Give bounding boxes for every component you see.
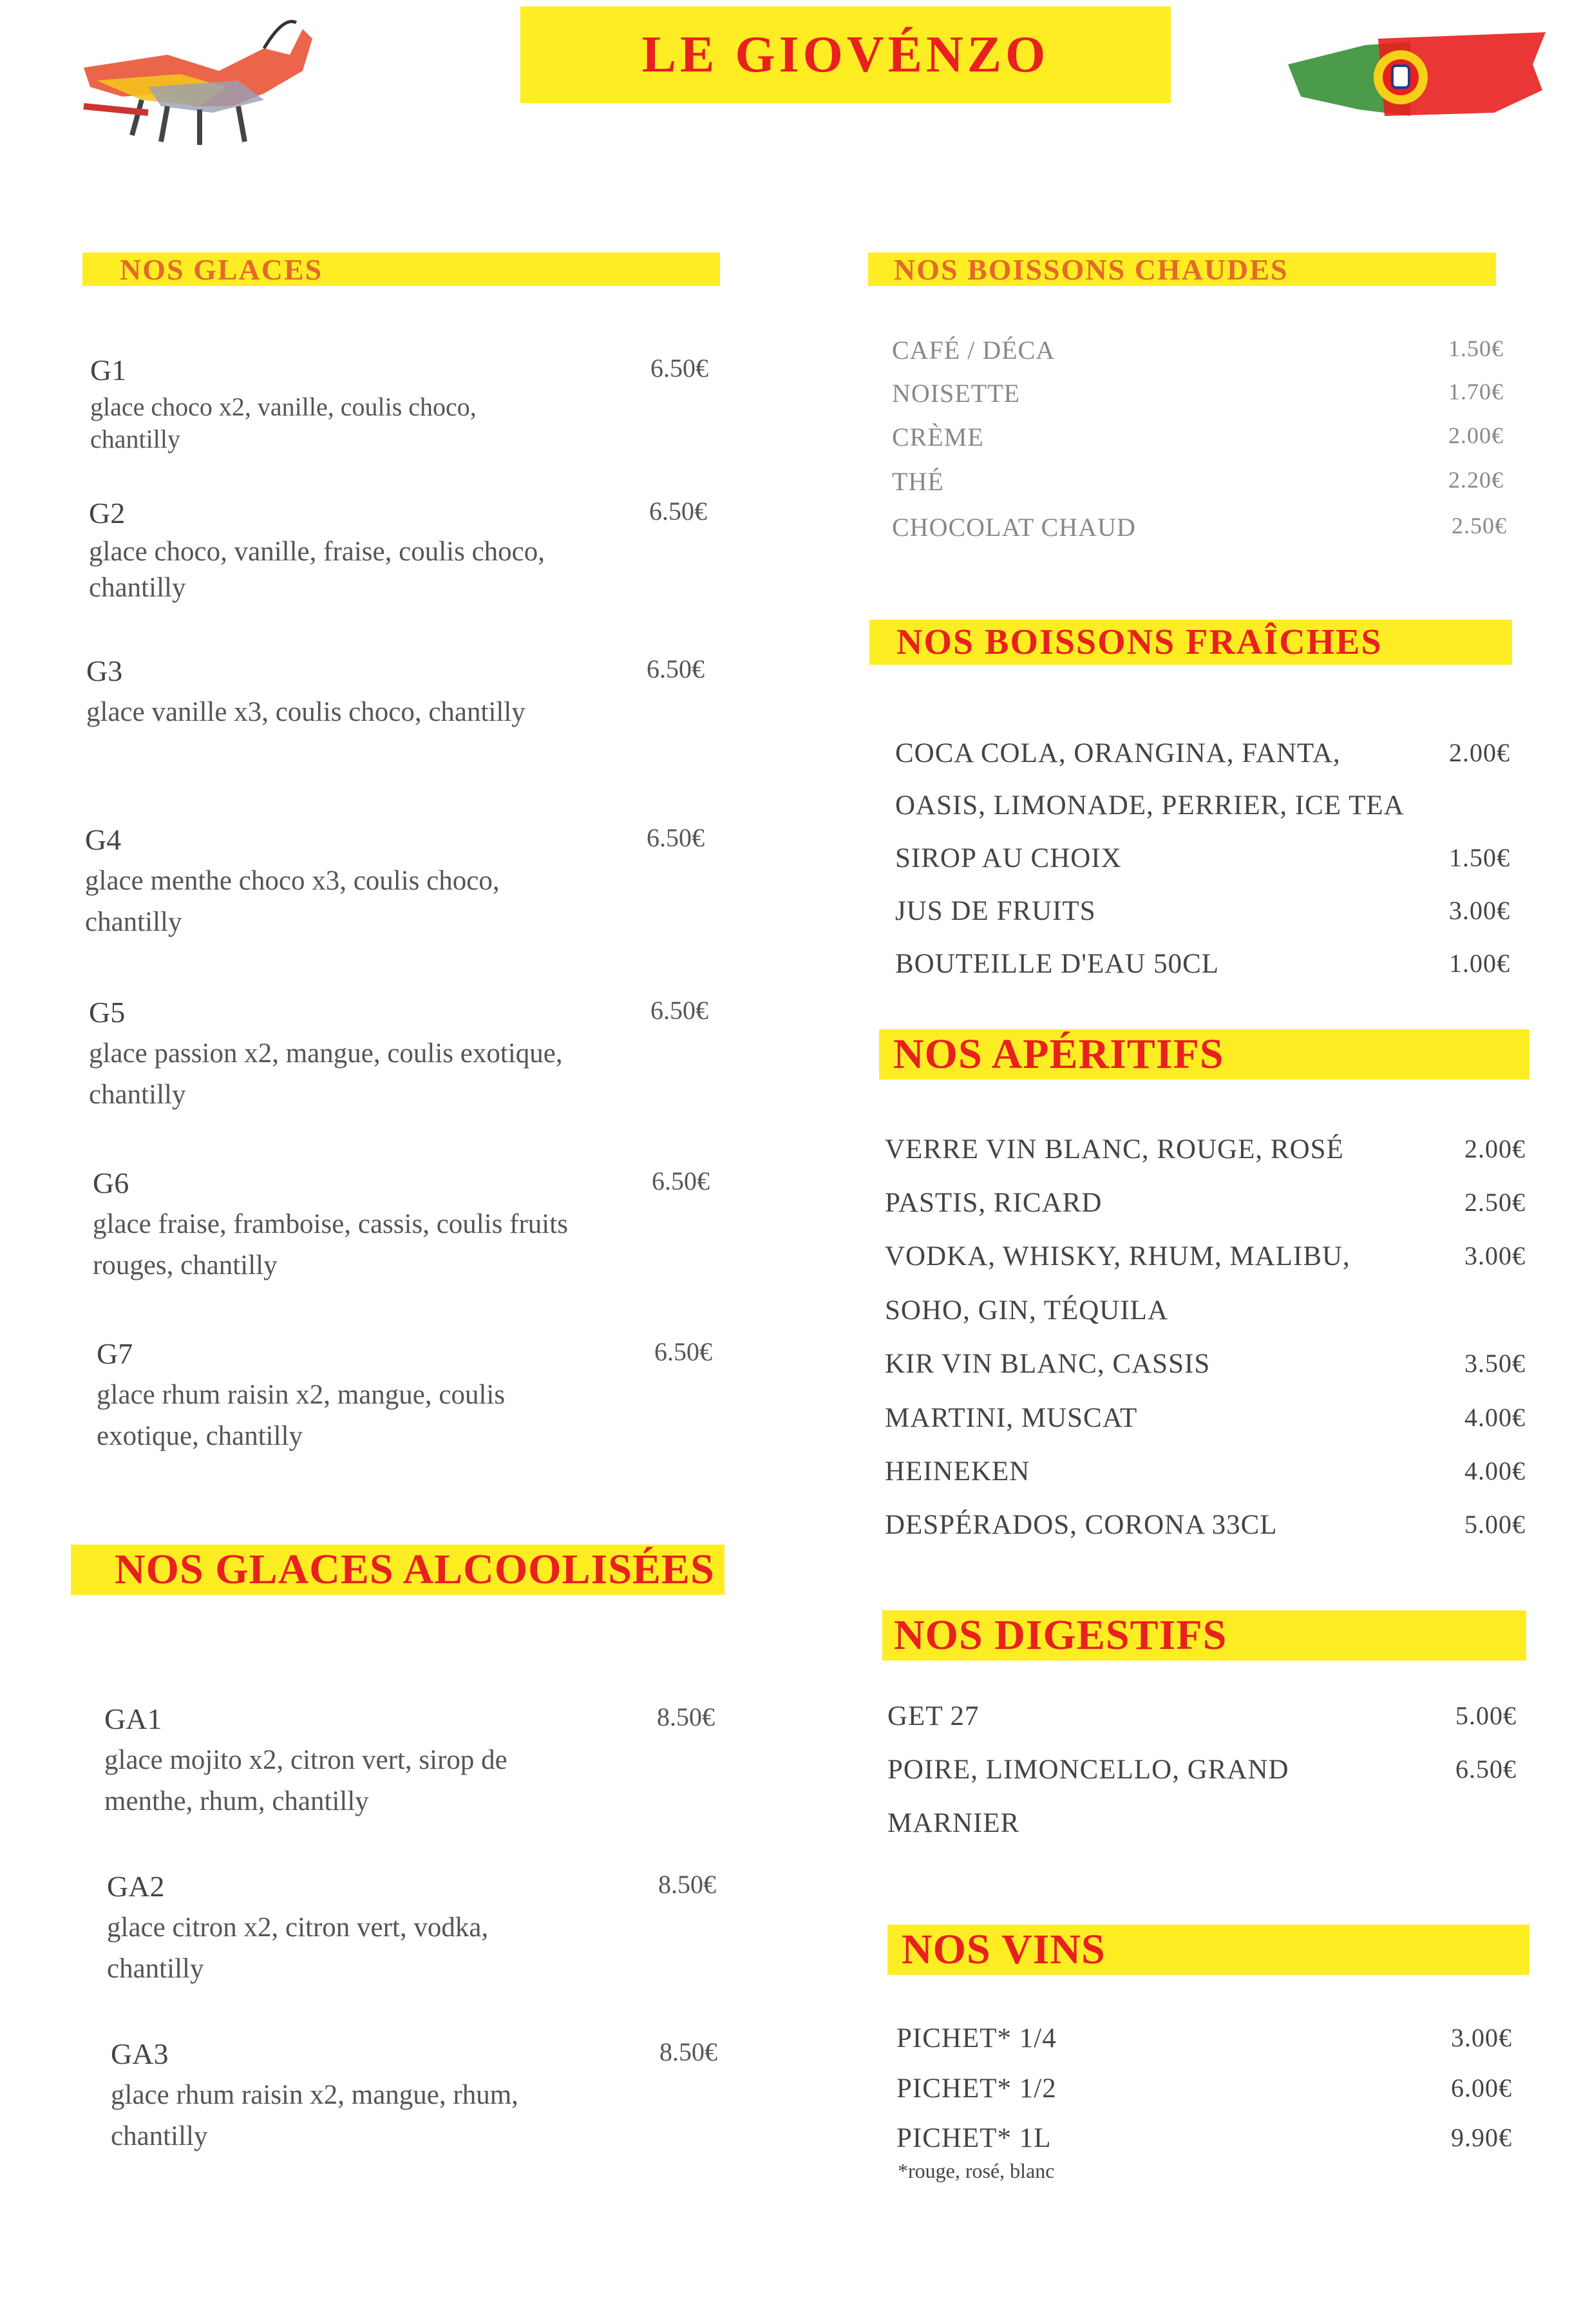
glace-desc: glace mojito x2, citron vert, sirop de menthe, rhum, chantilly [104,1745,507,1816]
drink-row [896,2122,1512,2154]
glace-price: 6.50€ [647,654,705,683]
drink-row [892,422,1504,452]
glace-item-g3 [86,654,717,733]
drink-price: 9.90€ [1451,2123,1512,2152]
section-digestifs-heading [882,1610,1526,1661]
glace-item-g1 [90,353,721,455]
glace-price: 6.50€ [647,823,705,852]
drink-name: MARNIER [887,1808,1020,1838]
drink-price: 2.00€ [1448,423,1504,448]
section-aperitifs-heading [879,1029,1529,1080]
section-vins-heading [887,1925,1529,1975]
glace-price: 6.50€ [650,996,708,1025]
drink-name: NOISETTE [892,379,1021,408]
drink-name: GET 27 [887,1701,980,1731]
section-glaces-heading [82,252,720,286]
drink-name: PICHET* 1/2 [896,2073,1057,2104]
glace-price: 6.50€ [650,354,708,383]
drink-price: 1.70€ [1448,379,1504,405]
drink-name: OASIS, LIMONADE, PERRIER, ICE TEA [895,790,1405,821]
drink-name: DESPÉRADOS, CORONA 33CL [885,1510,1278,1540]
glace-price: 8.50€ [659,2037,717,2066]
drink-row [896,2023,1512,2054]
wine-note: *rouge, rosé, blanc [898,2159,1055,2182]
glace-code: G3 [86,654,123,687]
section-title: NOS BOISSONS CHAUDES [894,252,1289,286]
drink-row [887,1807,1517,1839]
glace-item-g2 [89,496,720,606]
drink-price: 6.00€ [1451,2073,1512,2102]
drink-name: HEINEKEN [885,1456,1030,1487]
glace-code: G1 [90,354,127,386]
drink-row [895,738,1510,769]
title-banner [520,6,1171,103]
glace-price: 8.50€ [657,1702,715,1731]
glace-desc: glace passion x2, mangue, coulis exotique, chantilly [89,1038,563,1110]
drink-price: 3.00€ [1451,2023,1512,2052]
drink-name: KIR VIN BLANC, CASSIS [885,1349,1211,1379]
glace-code: GA2 [107,1870,165,1903]
drink-name: SIROP AU CHOIX [895,843,1122,873]
drink-price: 3.50€ [1464,1349,1526,1378]
glace-code: GA1 [104,1702,162,1735]
drink-row [895,843,1510,874]
drink-name: PICHET* 1L [896,2123,1052,2153]
drink-price: 2.20€ [1448,467,1504,493]
glace-code: G2 [89,497,126,529]
portugal-flag-icon [1282,26,1552,122]
drink-row [885,1456,1526,1487]
glace-desc: glace rhum raisin x2, mangue, coulis exotique, chantilly [97,1380,506,1451]
drink-price: 3.00€ [1464,1241,1526,1270]
drink-price: 6.50€ [1455,1755,1517,1784]
drink-row [885,1348,1526,1380]
section-title: NOS GLACES [120,252,323,286]
section-title: NOS VINS [902,1926,1106,1973]
drink-name: CHOCOLAT CHAUD [892,513,1136,542]
glace-desc: glace choco x2, vanille, coulis choco, chantilly [90,392,477,453]
glace-desc: glace menthe choco x3, coulis choco, chantilly [85,866,500,937]
section-title: NOS DIGESTIFS [894,1612,1227,1659]
glace-item-ga1 [104,1702,735,1822]
drink-row [885,1509,1526,1541]
glace-code: G5 [89,996,126,1029]
glace-desc: glace choco, vanille, fraise, coulis choco, chantilly [89,537,545,603]
drink-name: MARTINI, MUSCAT [885,1403,1138,1433]
drink-price: 3.00€ [1449,896,1510,925]
drink-row [892,512,1507,542]
glace-desc: glace vanille x3, coulis choco, chantilly [86,697,525,727]
section-glaces-alcoolisees-heading [71,1545,724,1595]
glace-code: G7 [97,1337,133,1370]
drink-row [887,1700,1517,1732]
drink-row [892,466,1504,497]
drink-name: CAFÉ / DÉCA [892,336,1056,365]
drink-name: BOUTEILLE D'EAU 50CL [895,949,1220,979]
glace-item-g7 [97,1337,728,1457]
drink-price: 2.50€ [1464,1188,1526,1217]
restaurant-title: LE GIOVÉNZO [641,26,1050,83]
drink-price: 2.50€ [1452,513,1507,538]
glace-code: GA3 [111,2037,169,2070]
drink-row [895,790,1510,821]
drink-name: VODKA, WHISKY, RHUM, MALIBU, [885,1241,1350,1272]
section-title: NOS GLACES ALCOOLISÉES [115,1546,715,1593]
glace-item-g5 [89,995,720,1116]
drink-price: 2.00€ [1449,738,1510,767]
drink-price: 4.00€ [1464,1456,1526,1485]
drink-price: 2.00€ [1464,1134,1526,1163]
drink-price: 5.00€ [1455,1701,1517,1730]
drink-row [885,1187,1526,1219]
drink-name: PICHET* 1/4 [896,2023,1057,2053]
drink-price: 5.00€ [1464,1510,1526,1539]
drink-price: 1.00€ [1449,949,1510,978]
section-boissons-fraiches-heading [869,620,1512,665]
glace-price: 6.50€ [652,1167,710,1195]
glace-price: 6.50€ [649,497,707,526]
glace-price: 6.50€ [654,1337,712,1366]
drink-name: COCA COLA, ORANGINA, FANTA, [895,738,1341,768]
drink-name: VERRE VIN BLANC, ROUGE, ROSÉ [885,1134,1344,1165]
drink-row [885,1241,1526,1272]
drink-price: 1.50€ [1448,336,1504,361]
glace-code: G4 [85,823,122,856]
bull-icon [71,10,322,148]
glace-code: G6 [93,1167,129,1199]
drink-price: 1.50€ [1449,843,1510,872]
glace-item-ga3 [111,2037,742,2157]
drink-name: JUS DE FRUITS [895,896,1096,926]
drink-row [895,895,1510,927]
section-boissons-chaudes-heading [868,252,1496,286]
drink-name: CRÈME [892,423,984,452]
drink-row [892,335,1504,365]
drink-price: 4.00€ [1464,1403,1526,1432]
drink-name: POIRE, LIMONCELLO, GRAND [887,1755,1289,1785]
drink-row [896,2073,1512,2104]
glace-item-g6 [93,1166,724,1286]
drink-row [885,1295,1526,1326]
drink-name: SOHO, GIN, TÉQUILA [885,1295,1169,1326]
glace-desc: glace citron x2, citron vert, vodka, chantilly [107,1912,489,1984]
drink-row [885,1134,1526,1165]
drink-row [892,378,1504,408]
drink-row [885,1402,1526,1434]
drink-name: THÉ [892,467,944,496]
section-title: NOS BOISSONS FRAÎCHES [896,622,1383,662]
glace-desc: glace rhum raisin x2, mangue, rhum, chantilly [111,2080,518,2151]
section-title: NOS APÉRITIFS [893,1031,1224,1078]
drink-row [887,1754,1517,1786]
glace-item-ga2 [107,1869,738,1990]
drink-row [895,948,1510,980]
drink-name: PASTIS, RICARD [885,1188,1103,1218]
glace-item-g4 [85,823,716,943]
glace-desc: glace fraise, framboise, cassis, coulis fruits rouges, chantilly [93,1209,568,1281]
glace-price: 8.50€ [658,1870,716,1899]
